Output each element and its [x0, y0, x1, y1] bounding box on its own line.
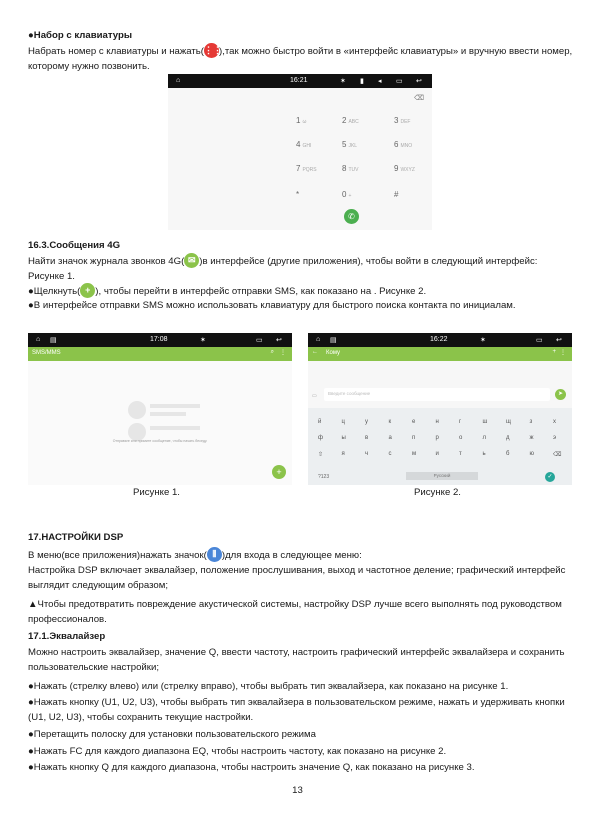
sms-line1: Найти значок журнала звонков 4G( ✉ )в интерфейсе (другие приложения), чтобы войти в следующий интерфейс: Рисунке 1.: [28, 255, 538, 282]
dialer-key: 7 PQRS: [296, 164, 317, 173]
dialer-key: 0 +: [342, 190, 352, 199]
keyboard-key: н: [435, 419, 439, 425]
signal-icon: ✶: [340, 78, 346, 85]
app-bar: [308, 347, 572, 361]
figure-1-caption: Рисунке 1.: [133, 487, 180, 498]
back-arrow-icon: ←: [312, 349, 318, 355]
app-title: SMS/MMS: [32, 350, 61, 356]
dsp-line1: В меню(все приложения)нажать значок( ⦀ )для входа в следующее меню:: [28, 549, 362, 561]
search-icon: ⌕: [270, 349, 274, 355]
sms-line2: ●Щелкнуть( + ), чтобы перейти в интерфейс отправки SMS, как показано на . Рисунке 2.: [28, 285, 427, 297]
sms-line3: ●В интерфейсе отправки SMS можно использовать клавиатуру для быстрого поиска контакта по инициалам.: [28, 300, 516, 311]
equalizer-bullet-1: ●Нажать (стрелку влево) или (стрелку вправо), чтобы выбрать тип эквалайзера, как показано на рисунке 1.: [28, 681, 509, 692]
keyboard-key: х: [553, 419, 556, 425]
dialer-key: 5 JKL: [342, 140, 358, 149]
keyboard-key: р: [435, 435, 439, 441]
enter-icon: ✓: [545, 472, 555, 482]
keyboard-key: ж: [529, 435, 534, 441]
keyboard-heading: ●Набор с клавиатуры: [28, 30, 133, 41]
dialer-key: 9 WXYZ: [394, 164, 415, 173]
keyboard-key: с: [388, 451, 392, 457]
keyboard-key: ш: [482, 419, 488, 425]
placeholder-line: [150, 412, 186, 416]
dialer-key: 6 MNO: [394, 140, 413, 149]
keyboard-key: и: [435, 451, 439, 457]
menu-icon: ⋮: [560, 350, 566, 356]
send-icon: ➤: [555, 389, 566, 400]
dialer-key: 1 ω: [296, 116, 307, 125]
keyboard-key: з: [529, 419, 533, 425]
keyboard-key: ч: [365, 451, 369, 457]
home-icon: ⌂: [176, 77, 181, 84]
dialpad-icon: ⋮⋮: [204, 43, 219, 58]
equalizer-icon: ⦀: [207, 547, 222, 562]
keyboard-key: к: [388, 419, 392, 425]
backspace-icon: ⌫: [414, 95, 424, 102]
keyboard-key: ю: [529, 451, 534, 457]
keyboard-key: а: [388, 435, 392, 441]
keyboard-key: ⌫: [553, 452, 562, 458]
attach-icon: ▭: [312, 393, 317, 399]
sms-app-icon: ✉: [184, 253, 199, 268]
dialer-key: #: [394, 190, 399, 199]
keyboard-key: ь: [482, 451, 486, 457]
space-key: Русский: [406, 472, 478, 480]
equalizer-para: Можно настроить эквалайзер, значение Q, ввести частоту, настроить графический интерфейс эквалайзера и сохранить пользовательские настройки;: [28, 647, 565, 673]
dsp-line2: Настройка DSP включает эквалайзер, положение прослушивания, выход и частотное деление; графический интерфейс выглядит следующим образом;: [28, 565, 566, 591]
keyboard-key: ц: [341, 419, 345, 425]
new-message-button: +: [272, 465, 286, 479]
message-input: Введите сообщение: [324, 388, 550, 401]
placeholder-line: [150, 404, 200, 408]
dialer-screenshot: [168, 74, 432, 230]
keyboard-text: Набрать номер с клавиатуры и нажать( ⋮⋮ ),так можно быстро войти в «интерфейс клавиатуры» и вручную ввести номер, которому нужно позвонить.: [28, 45, 573, 72]
battery-icon: ▮: [360, 78, 364, 85]
dsp-warning: ▲Чтобы предотвратить повреждение акустической системы, настройку DSP лучше всего выполнять под руководством профессионалов.: [28, 599, 562, 625]
volume-icon: ◂: [378, 78, 382, 85]
equalizer-bullet-3: ●Перетащить полоску для установки пользовательского режима: [28, 729, 316, 740]
sms-screenshot-1: [28, 333, 292, 485]
window-icon: ▤: [330, 337, 337, 344]
menu-icon: ⋮: [280, 350, 286, 356]
status-time: 16:21: [290, 77, 308, 84]
home-icon: ⌂: [316, 336, 321, 343]
equalizer-bullet-4: ●Нажать FC для каждого диапазона EQ, чтобы настроить частоту, как показано на рисунке 2.: [28, 746, 447, 757]
keyboard-key: б: [506, 451, 510, 457]
dialer-key: 8 TUV: [342, 164, 359, 173]
symbols-key: ?123: [318, 474, 330, 480]
keyboard-key: щ: [506, 419, 511, 425]
call-icon: ✆: [344, 209, 359, 224]
back-icon: ↩: [276, 337, 282, 344]
add-contact-icon: +: [552, 349, 556, 355]
keyboard-key: т: [459, 451, 462, 457]
keyboard-key: я: [341, 451, 345, 457]
empty-state-text: Отправьте или примите сообщение, чтобы начать беседу.: [112, 439, 208, 443]
back-icon: ↩: [556, 337, 562, 344]
keyboard-key: в: [365, 435, 369, 441]
app-bar: [28, 347, 292, 361]
keyboard-key: м: [412, 451, 417, 457]
dialer-key: 2 ABC: [342, 116, 359, 125]
figure-2-caption: Рисунке 2.: [414, 487, 461, 498]
keyboard-key: д: [506, 435, 510, 441]
placeholder-line: [150, 426, 200, 430]
status-time: 17:08: [150, 336, 168, 343]
window-icon: ▭: [536, 337, 543, 344]
status-bar: [28, 333, 292, 347]
back-icon: ↩: [416, 78, 422, 85]
keyboard-key: й: [318, 419, 322, 425]
window-icon: ▤: [50, 337, 57, 344]
keyboard-key: э: [553, 435, 557, 441]
dialer-key: 4 GHI: [296, 140, 312, 149]
window-icon: ▭: [396, 78, 403, 85]
sms-screenshot-2: [308, 333, 572, 485]
window-icon: ▭: [256, 337, 263, 344]
placeholder-avatar: [128, 401, 146, 419]
home-icon: ⌂: [36, 336, 41, 343]
keyboard-key: ы: [341, 435, 346, 441]
status-time: 16:22: [430, 336, 448, 343]
signal-icon: ✶: [200, 337, 206, 344]
dialer-key: *: [296, 190, 300, 199]
to-label: Кому: [326, 350, 341, 356]
equalizer-bullet-2: ●Нажать кнопку (U1, U2, U3), чтобы выбрать тип эквалайзера в пользовательском режиме, нажать и удерживать кнопки (U1, U2, U3), чтобы сохранить текущие настройки.: [28, 697, 565, 723]
page-number: 13: [292, 785, 303, 796]
keyboard-key: ⇧: [318, 452, 324, 458]
keyboard-key: ф: [318, 435, 323, 441]
keyboard-key: л: [482, 435, 487, 441]
keyboard-key: у: [365, 419, 368, 425]
keyboard-key: г: [459, 419, 462, 425]
keyboard-key: п: [412, 435, 416, 441]
status-bar: [168, 74, 432, 88]
equalizer-heading: 17.1.Эквалайзер: [28, 631, 106, 642]
dsp-heading: 17.НАСТРОЙКИ DSP: [28, 532, 124, 543]
status-bar: [308, 333, 572, 347]
add-icon: +: [80, 283, 95, 298]
sms-heading: 16.3.Сообщения 4G: [28, 240, 121, 251]
signal-icon: ✶: [480, 337, 486, 344]
equalizer-bullet-5: ●Нажать кнопку Q для каждого диапазона, чтобы настроить значение Q, как показано на рисунке 3.: [28, 762, 475, 773]
keyboard-key: о: [459, 435, 463, 441]
keyboard-key: е: [412, 419, 416, 425]
dialer-key: 3 DEF: [394, 116, 411, 125]
